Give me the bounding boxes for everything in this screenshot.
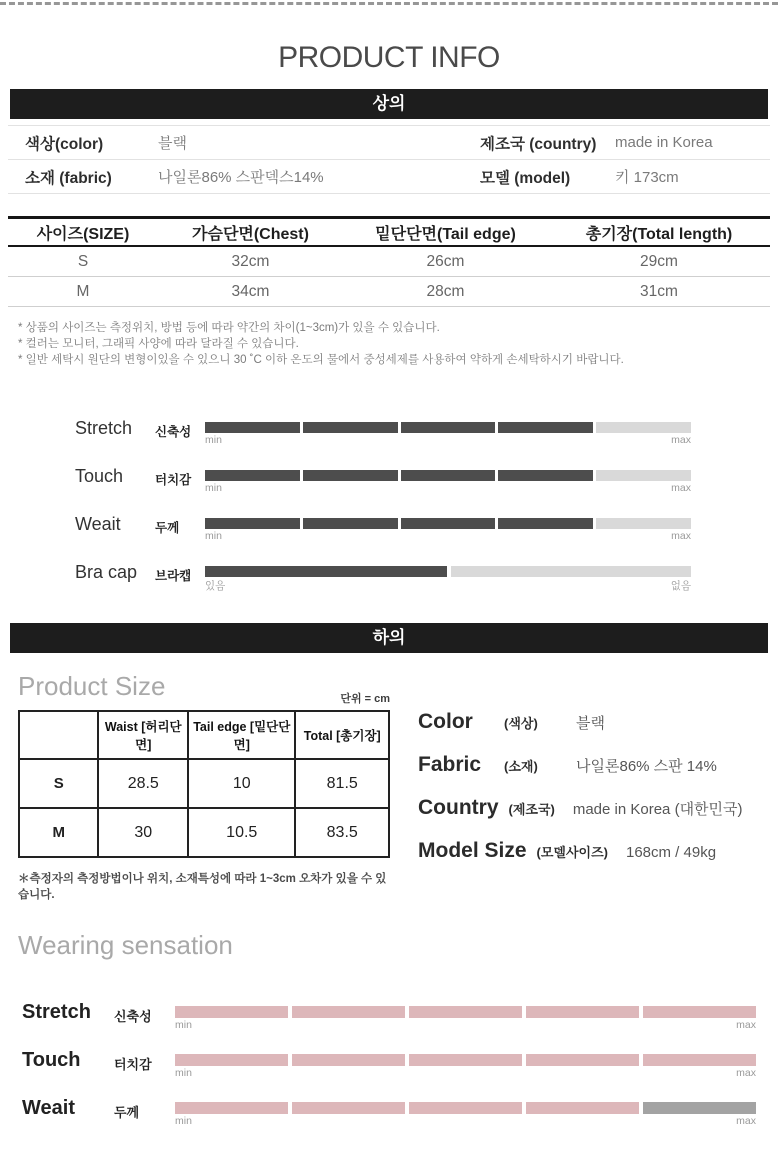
- gauge-label-en: Stretch: [22, 1001, 91, 1023]
- info-value-model: 키 173cm: [615, 169, 679, 186]
- gauge-max-label: max: [736, 1019, 756, 1031]
- gauge-label-ko: 두께: [155, 521, 180, 535]
- gauge-segment: [498, 422, 593, 433]
- gauge-label-en: Weait: [75, 514, 121, 534]
- col-header-blank: [19, 711, 98, 759]
- gauge-bar: [175, 1102, 756, 1114]
- detail-value: made in Korea (대한민국): [572, 801, 743, 818]
- gauge-bar: [205, 518, 691, 529]
- gauge-segment: [401, 422, 496, 433]
- col-header-chest: 가슴단면(Chest): [192, 225, 309, 243]
- bra-cap-bar: [205, 566, 691, 577]
- size-table-header: [8, 216, 770, 247]
- measurement-note: ＊측정자의 측정방법이나 위치, 소재특성에 따라 1~3cm 오차가 있을 수 있습니다.: [18, 873, 387, 901]
- section-header-bottom: 하의: [10, 623, 768, 653]
- gauge-label-ko: 터치감: [155, 473, 192, 487]
- gauge-min-label: min: [175, 1067, 192, 1079]
- gauge-row-bra-cap: [0, 562, 778, 593]
- gauge-row-touch: [0, 466, 778, 494]
- detail-label-ko: (색상): [504, 716, 538, 731]
- gauge-row-stretch: [0, 1001, 778, 1031]
- col-header-tail: 밑단단면(Tail edge): [375, 225, 516, 243]
- col-header-waist: Waist [허리단면]: [98, 711, 188, 759]
- gauge-segment: [526, 1102, 639, 1114]
- detail-label-ko: (소재): [504, 759, 538, 774]
- gauge-max-label: max: [671, 482, 691, 494]
- gauge-bar: [175, 1006, 756, 1018]
- gauge-segment: [401, 470, 496, 481]
- cell-chest: 32cm: [231, 252, 270, 270]
- gauge-segment: [205, 470, 300, 481]
- gauge-min-label: min: [205, 434, 222, 446]
- gauge-bar: [205, 470, 691, 481]
- detail-value: 168cm / 49kg: [625, 844, 717, 861]
- cell-total: 31cm: [640, 282, 678, 300]
- gauge-segment: [409, 1054, 522, 1066]
- gauge-segment: [303, 470, 398, 481]
- section-header-top: 상의: [10, 89, 768, 119]
- gauge-row-touch: [0, 1049, 778, 1079]
- table-row-s: [19, 759, 389, 808]
- detail-row-fabric: [418, 753, 778, 796]
- gauge-segment: [205, 518, 300, 529]
- gauge-max-label: max: [671, 530, 691, 542]
- gauge-min-label: min: [205, 482, 222, 494]
- gauge-row-weight: [0, 514, 778, 542]
- bra-cap-rest: [451, 566, 691, 577]
- bottom-right-column: [390, 702, 778, 882]
- cell-total: 81.5: [295, 759, 389, 808]
- wearing-sensation-heading: Wearing sensation: [18, 930, 233, 960]
- gauge-max-label: max: [736, 1067, 756, 1079]
- care-notes: [18, 320, 778, 368]
- detail-label: Fabric: [418, 753, 482, 776]
- bra-cap-fill: [205, 566, 447, 577]
- gauge-segment: [303, 422, 398, 433]
- bottom-gauges: [0, 1001, 778, 1127]
- gauge-label-en: Touch: [22, 1049, 81, 1071]
- cell-tail: 10.5: [188, 808, 295, 857]
- gauge-row-stretch: [0, 418, 778, 446]
- cell-total: 29cm: [640, 252, 678, 270]
- gauge-segment: [596, 518, 691, 529]
- size-row-m: [8, 277, 770, 307]
- info-label-country: 제조국 (country): [480, 135, 597, 153]
- col-header-total: 총기장(Total length): [585, 225, 733, 243]
- gauge-segment: [643, 1054, 756, 1066]
- gauge-row-weight: [0, 1097, 778, 1127]
- detail-label: Color: [418, 710, 473, 733]
- gauge-segment: [205, 422, 300, 433]
- gauge-max-label: 없음: [670, 580, 691, 592]
- gauge-segment: [498, 470, 593, 481]
- detail-label-ko: (제조국): [508, 802, 555, 817]
- gauge-segment: [303, 518, 398, 529]
- gauge-min-label: min: [175, 1019, 192, 1031]
- info-label-color: 색상(color): [25, 135, 104, 153]
- gauge-label-ko: 신축성: [155, 425, 192, 439]
- detail-label: Country: [418, 796, 499, 819]
- gauge-label-ko: 터치감: [114, 1057, 152, 1072]
- gauge-bar: [175, 1054, 756, 1066]
- gauge-bar: [205, 422, 691, 433]
- gauge-label-ko: 신축성: [114, 1009, 152, 1024]
- gauge-min-label: min: [205, 530, 222, 542]
- gauge-label-en: Touch: [75, 466, 124, 486]
- gauge-label-en: Stretch: [75, 418, 133, 438]
- gauge-segment: [175, 1006, 288, 1018]
- cell-total: 83.5: [295, 808, 389, 857]
- cell-size: M: [76, 282, 90, 300]
- gauge-label-en: Weait: [22, 1097, 75, 1119]
- gauge-max-label: max: [671, 434, 691, 446]
- gauge-min-label: min: [175, 1115, 192, 1127]
- col-header-tail-edge: Tail edge [밑단단면]: [188, 711, 295, 759]
- unit-label: 단위 = cm: [340, 693, 390, 705]
- top-gauges: [0, 418, 778, 593]
- gauge-label-en: Bra cap: [75, 562, 138, 582]
- note-line: * 상품의 사이즈는 측정위치, 방법 등에 따라 약간의 차이(1~3cm)가 있을 수 있습니다.: [18, 322, 440, 334]
- col-header-total: Total [총기장]: [295, 711, 389, 759]
- cell-size: S: [77, 252, 89, 270]
- cell-tail: 26cm: [426, 252, 465, 270]
- col-header-size: 사이즈(SIZE): [36, 225, 130, 243]
- gauge-segment: [401, 518, 496, 529]
- top-size-table: [8, 216, 770, 307]
- info-value-color: 블랙: [158, 135, 187, 152]
- detail-value: 블랙: [576, 715, 605, 732]
- table-row-m: [19, 808, 389, 857]
- detail-row-country: [418, 796, 778, 839]
- gauge-segment: [292, 1006, 405, 1018]
- cell-tail: 28cm: [426, 282, 465, 300]
- note-line: * 일반 세탁시 원단의 변형이있을 수 있으니 30 ˚C 이하 온도의 물에서 중성세제를 사용하여 약하게 손세탁하시기 바랍니다.: [18, 354, 624, 366]
- gauge-max-label: max: [736, 1115, 756, 1127]
- detail-label-ko: (모델사이즈): [536, 845, 608, 860]
- detail-value: 나일론86% 스판 14%: [576, 758, 717, 775]
- info-label-model: 모델 (model): [480, 169, 571, 187]
- gauge-segment: [526, 1006, 639, 1018]
- top-dashed-divider: [0, 2, 778, 5]
- note-line: * 컬러는 모니터, 그래픽 사양에 따라 달라질 수 있습니다.: [18, 338, 299, 350]
- gauge-segment: [175, 1102, 288, 1114]
- gauge-segment: [498, 518, 593, 529]
- info-value-country: made in Korea: [615, 134, 713, 151]
- cell-size: S: [19, 759, 98, 808]
- detail-row-color: [418, 710, 778, 753]
- gauge-label-ko: 두께: [114, 1105, 140, 1120]
- info-value-fabric: 나일론86% 스판덱스14%: [158, 169, 324, 186]
- cell-size: M: [19, 808, 98, 857]
- gauge-label-ko: 브라캡: [155, 569, 192, 583]
- cell-waist: 30: [98, 808, 188, 857]
- product-info-table: [8, 125, 770, 194]
- bottom-columns: [0, 693, 778, 902]
- cell-waist: 28.5: [98, 759, 188, 808]
- gauge-segment: [292, 1102, 405, 1114]
- size-row-s: [8, 247, 770, 277]
- bottom-left-column: [0, 693, 390, 902]
- page-title: PRODUCT INFO: [278, 41, 500, 74]
- gauge-segment: [292, 1054, 405, 1066]
- table-header-row: [19, 711, 389, 759]
- bottom-size-table: [18, 710, 390, 858]
- gauge-segment: [643, 1102, 756, 1114]
- gauge-min-label: 있음: [205, 580, 226, 592]
- product-size-heading: Product Size: [18, 671, 166, 701]
- gauge-segment: [526, 1054, 639, 1066]
- info-row: [8, 160, 770, 194]
- cell-tail: 10: [188, 759, 295, 808]
- gauge-segment: [409, 1006, 522, 1018]
- gauge-segment: [596, 470, 691, 481]
- gauge-segment: [596, 422, 691, 433]
- info-label-fabric: 소재 (fabric): [25, 169, 112, 187]
- detail-label: Model Size: [418, 839, 527, 862]
- cell-chest: 34cm: [231, 282, 270, 300]
- gauge-segment: [175, 1054, 288, 1066]
- gauge-segment: [643, 1006, 756, 1018]
- gauge-segment: [409, 1102, 522, 1114]
- detail-row-model-size: [418, 839, 778, 882]
- info-row: [8, 126, 770, 160]
